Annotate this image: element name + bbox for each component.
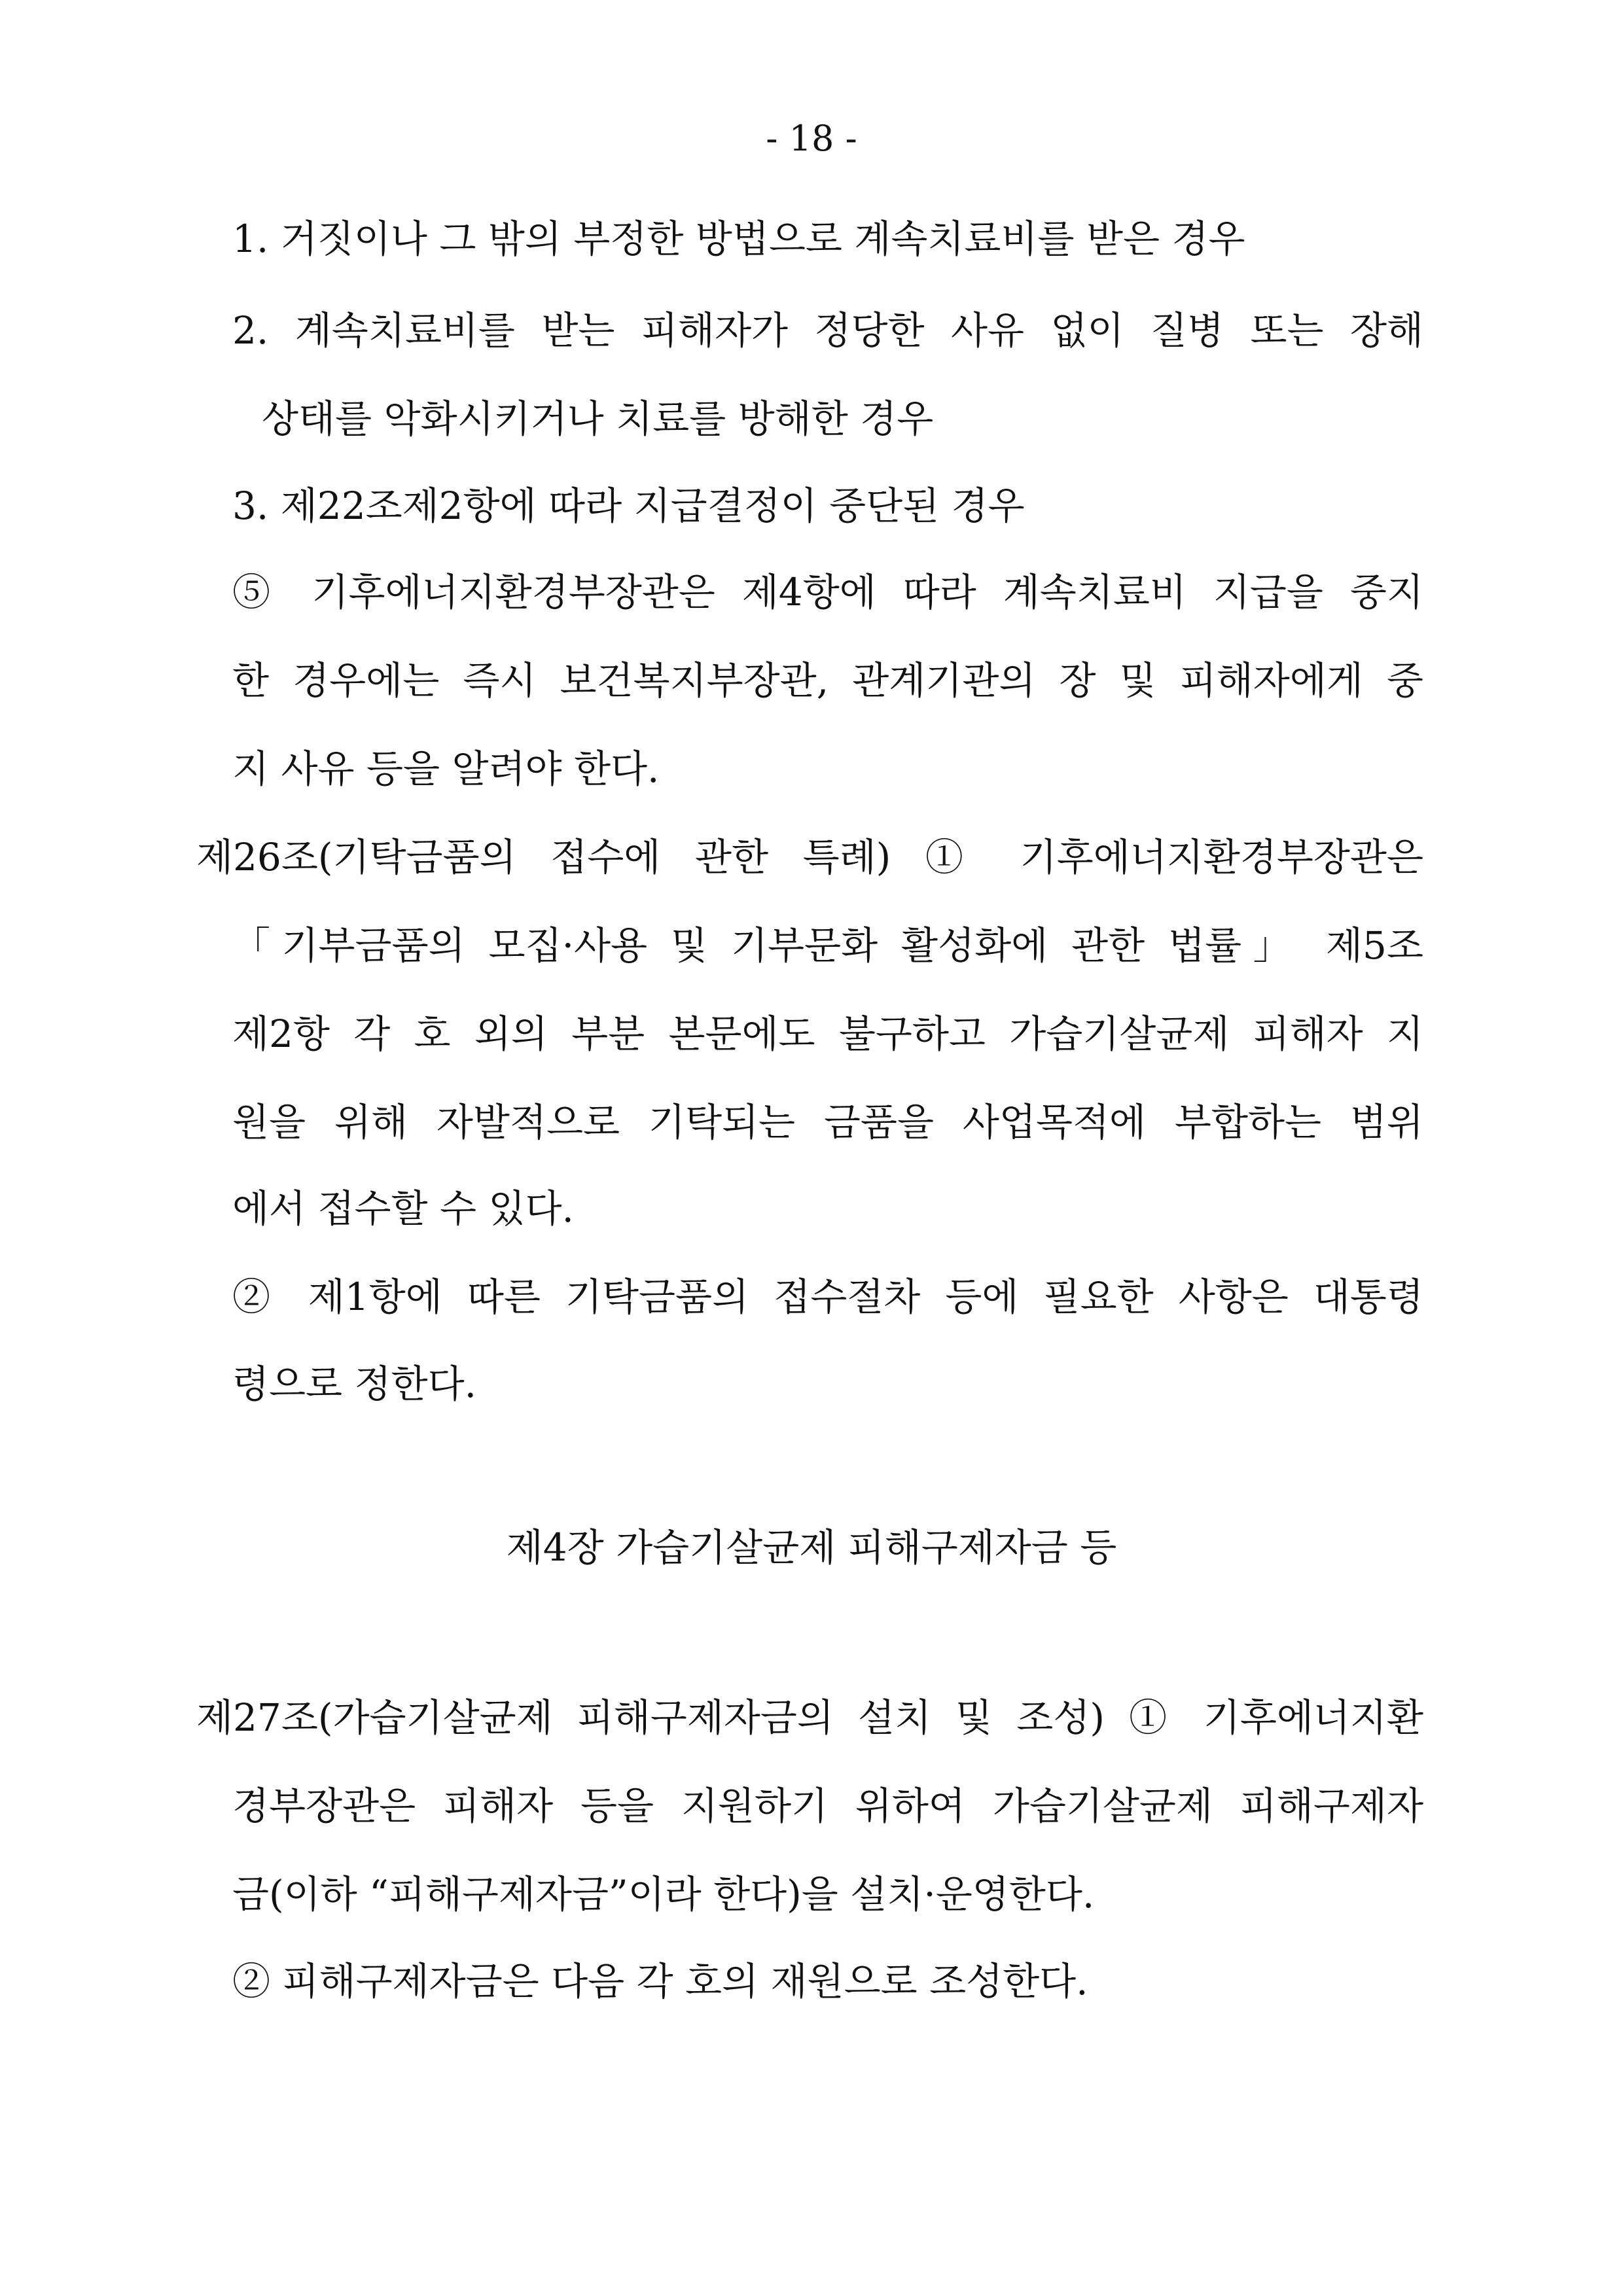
item-2-continuation: 상태를 악화시키거나 치료를 방해한 경우 [262, 397, 934, 441]
paragraph-5-line-1: ⑤ 기후에너지환경부장관은 제4항에 따라 계속치료비 지급을 중지 [232, 570, 1423, 614]
article-26-paragraph-2-line-1: ② 제1항에 따른 기탁금품의 접수절차 등에 필요한 사항은 대통령 [232, 1275, 1423, 1319]
item-1: 1. 거짓이나 그 밖의 부정한 방법으로 계속치료비를 받은 경우 [232, 217, 1245, 261]
item-3: 3. 제22조제2항에 따라 지급결정이 중단된 경우 [232, 484, 1025, 528]
article-27-line-3: 금(이하 “피해구제자금”이라 한다)을 설치·운영한다. [232, 1872, 1095, 1916]
paragraph-5-line-2: 한 경우에는 즉시 보건복지부장관, 관계기관의 장 및 피해자에게 중 [232, 658, 1423, 703]
paragraph-5-line-3: 지 사유 등을 알려야 한다. [232, 747, 660, 791]
article-26-heading: 제26조(기탁금품의 접수에 관한 특례) ① 기후에너지환경부장관은 [196, 835, 1423, 879]
chapter-title: 제4장 가습기살균제 피해구제자금 등 [506, 1525, 1117, 1570]
article-26-line-5: 에서 접수할 수 있다. [232, 1186, 574, 1231]
page-number: - 18 - [766, 118, 857, 159]
item-2: 2. 계속치료비를 받는 피해자가 정당한 사유 없이 질병 또는 장해 [232, 308, 1423, 353]
article-27-paragraph-2: ② 피해구제자금은 다음 각 호의 재원으로 조성한다. [232, 1959, 1088, 2004]
article-27-line-2: 경부장관은 피해자 등을 지원하기 위하여 가습기살균제 피해구제자 [232, 1784, 1423, 1828]
article-26-line-4: 원을 위해 자발적으로 기탁되는 금품을 사업목적에 부합하는 범위 [232, 1100, 1423, 1144]
article-27-heading: 제27조(가습기살균제 피해구제자금의 설치 및 조성) ① 기후에너지환 [196, 1695, 1423, 1740]
article-26-line-3: 제2항 각 호 외의 부분 본문에도 불구하고 가습기살균제 피해자 지 [232, 1012, 1423, 1056]
article-26-line-2: 「기부금품의 모집·사용 및 기부문화 활성화에 관한 법률」 제5조 [232, 923, 1423, 968]
article-26-paragraph-2-line-2: 령으로 정한다. [232, 1362, 477, 1406]
